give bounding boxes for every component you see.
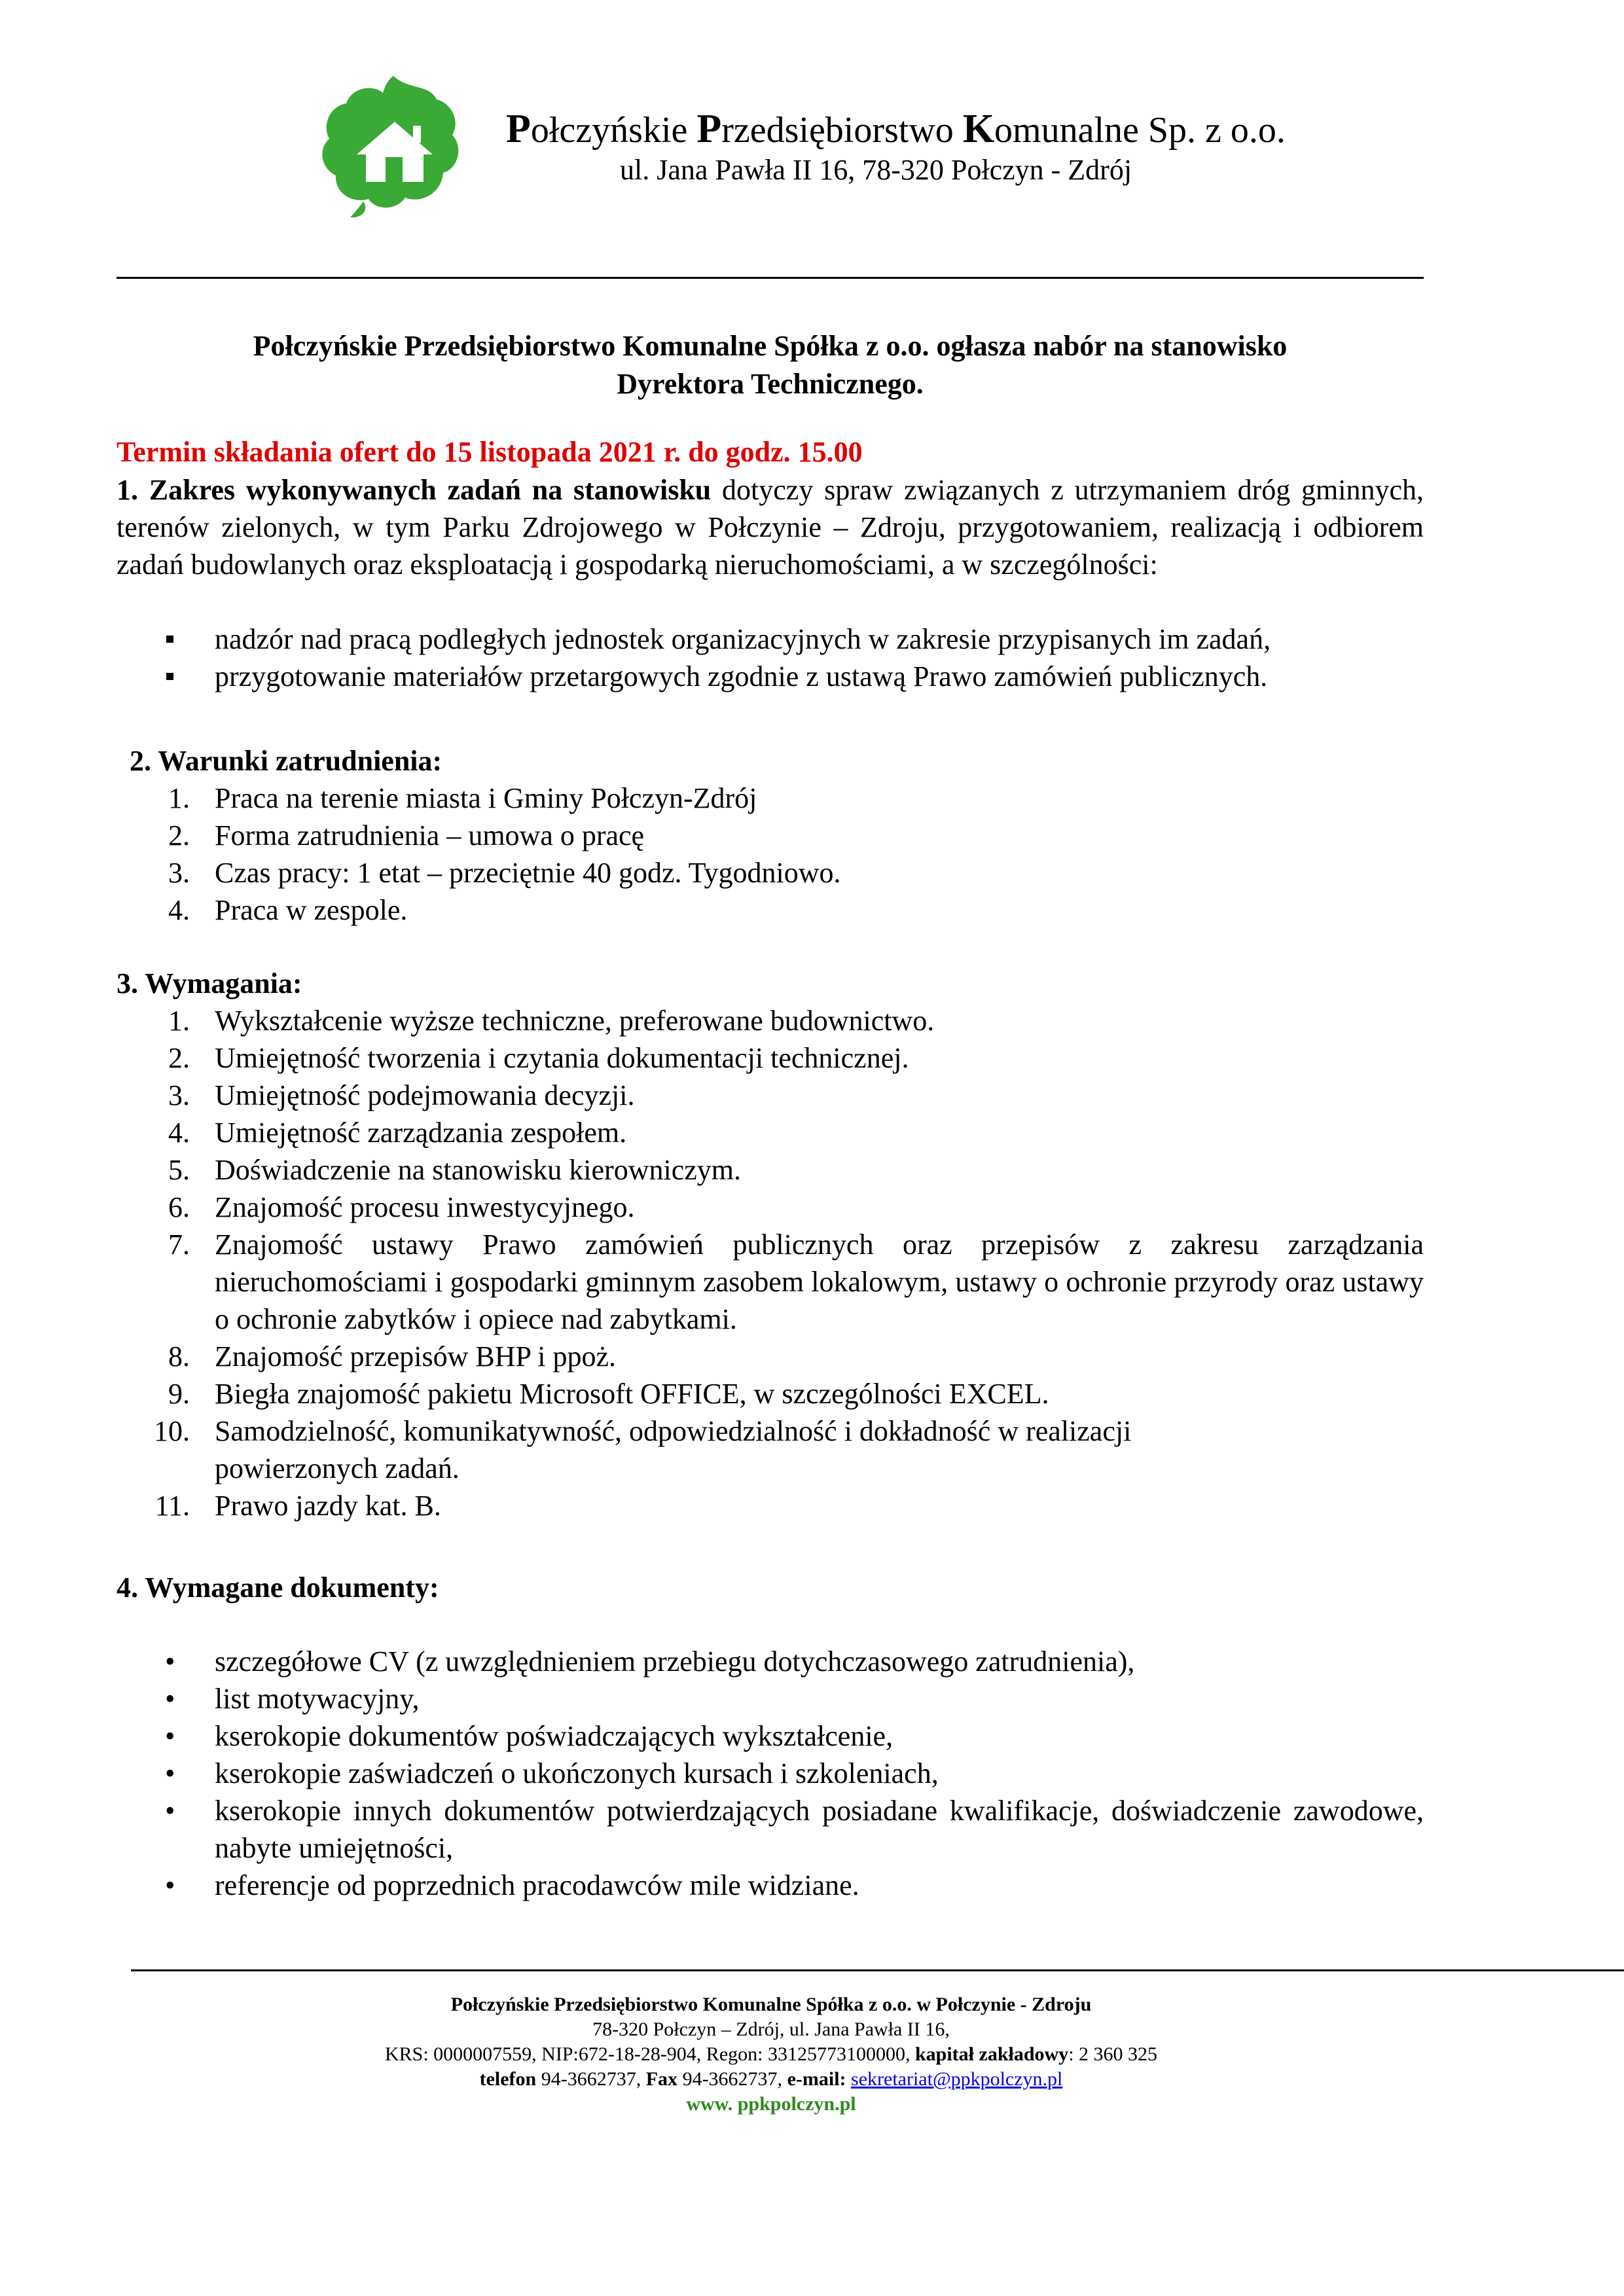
section-3-list: [117, 1002, 1424, 1524]
list-item: • kserokopie dokumentów poświadczających wykształcenie,: [165, 1717, 1424, 1755]
list-item: [117, 1151, 1424, 1189]
list-text: Umiejętność tworzenia i czytania dokumentacji technicznej.: [215, 1042, 909, 1074]
list-item: [117, 1375, 1424, 1412]
footer-website-link[interactable]: www. ppkpolczyn.pl: [686, 2093, 856, 2115]
list-item: • referencje od poprzednich pracodawców mile widziane.: [165, 1867, 1424, 1904]
footer-email-label: e-mail:: [787, 2068, 846, 2090]
footer-krs: KRS: 0000007559, NIP:672-18-28-904, Regon: 33125773100000,: [384, 2043, 915, 2065]
list-item: [117, 780, 1424, 817]
section-4-heading: 4. Wymagane dokumenty:: [117, 1571, 439, 1604]
list-text: Wykształcenie wyższe techniczne, preferowane budownictwo.: [215, 1005, 935, 1037]
list-number: 1.: [168, 1005, 190, 1037]
list-text: Prawo jazdy kat. B.: [215, 1490, 441, 1522]
list-item: [117, 1189, 1424, 1226]
company-name-initial: P: [506, 107, 531, 151]
list-number: 11.: [154, 1490, 190, 1522]
section-1-paragraph: [117, 471, 1424, 583]
footer-email-link[interactable]: sekretariat@ppkpolczyn.pl: [851, 2068, 1063, 2090]
list-item: [117, 817, 1424, 854]
footer-divider: [131, 1969, 1624, 1971]
section-2-heading: 2. Warunki zatrudnienia:: [130, 745, 442, 777]
company-address: ul. Jana Pawła II 16, 78-320 Połczyn - Zdrój: [620, 154, 1132, 186]
list-item: [117, 1487, 1424, 1524]
company-name: [506, 106, 1286, 153]
list-item: [117, 1226, 1424, 1338]
list-text: Biegła znajomość pakietu Microsoft OFFICE, w szczególności EXCEL.: [215, 1378, 1049, 1410]
company-logo: [317, 71, 469, 221]
section-3-heading: 3. Wymagania:: [117, 967, 302, 999]
list-item: nadzór nad pracą podległych jednostek organizacyjnych w zakresie przypisanych im zadań,: [165, 620, 1424, 658]
footer-capital-value: : 2 360 325: [1068, 2043, 1158, 2065]
list-item: przygotowanie materiałów przetargowych zgodnie z ustawą Prawo zamówień publicznych.: [165, 658, 1424, 695]
footer-phone-value: 94-3662737,: [536, 2068, 646, 2090]
list-number: 4.: [168, 1117, 190, 1149]
page-footer: [117, 1992, 1426, 2117]
list-item: [117, 1338, 1424, 1375]
header-divider: [117, 277, 1424, 279]
footer-address: 78-320 Połczyn – Zdrój, ul. Jana Pawła II 16,: [592, 2018, 950, 2040]
footer-fax-value: 94-3662737,: [677, 2068, 787, 2090]
list-text: Czas pracy: 1 etat – przeciętnie 40 godz. Tygodniowo.: [215, 857, 841, 889]
company-name-initial: K: [962, 107, 995, 151]
list-number: 4.: [168, 894, 190, 926]
list-item: • list motywacyjny,: [165, 1680, 1424, 1717]
section-4-bullet-list: [165, 1643, 1424, 1904]
title-line-1: Połczyńskie Przedsiębiorstwo Komunalne Spółka z o.o. ogłasza nabór na stanowisko: [253, 330, 1288, 362]
company-name-part: rzedsiębiorstwo: [721, 110, 963, 151]
list-number: 3.: [168, 857, 190, 889]
list-number: 7.: [168, 1229, 190, 1261]
list-text: Forma zatrudnienia – umowa o pracę: [215, 819, 645, 852]
section-2-list: [117, 780, 1424, 929]
footer-phone-label: telefon: [479, 2068, 537, 2090]
deadline-notice: Termin składania ofert do 15 listopada 2021 r. do godz. 15.00: [117, 436, 863, 468]
list-number: 2.: [168, 819, 190, 852]
list-number: 5.: [168, 1154, 190, 1186]
leaf-house-icon: [317, 71, 469, 221]
list-number: 6.: [168, 1191, 190, 1223]
title-line-2: Dyrektora Technicznego.: [617, 368, 924, 400]
list-number: 10.: [154, 1415, 190, 1447]
footer-capital-label: kapitał zakładowy: [914, 2043, 1069, 2065]
list-text: Umiejętność podejmowania decyzji.: [215, 1079, 635, 1111]
list-item: [117, 1002, 1424, 1039]
list-text: Praca w zespole.: [215, 894, 408, 926]
company-name-part: ołczyńskie: [530, 110, 697, 151]
list-text: Znajomość przepisów BHP i ppoż.: [215, 1340, 617, 1372]
list-item: • szczegółowe CV (z uwzględnieniem przebiegu dotychczasowego zatrudnienia),: [165, 1643, 1424, 1680]
footer-company-name: Połczyńskie Przedsiębiorstwo Komunalne Spółka z o.o. w Połczynie - Zdroju: [450, 1994, 1092, 2015]
list-number: 3.: [168, 1079, 190, 1111]
list-text: Doświadczenie na stanowisku kierowniczym.: [215, 1154, 741, 1186]
list-number: 2.: [168, 1042, 190, 1074]
list-item: • kserokopie innych dokumentów potwierdzających posiadane kwalifikacje, doświadczenie zawodowe, nabyte umiejętności,: [165, 1792, 1424, 1867]
list-number: 8.: [168, 1340, 190, 1372]
section-1-heading: 1. Zakres wykonywanych zadań na stanowisku: [117, 474, 712, 506]
footer-fax-label: Fax: [645, 2068, 678, 2090]
section-1-text: dotyczy spraw związanych z utrzymaniem dróg gminnych, terenów zielonych, w tym Parku Zdrojowego w Połczynie – Zdroju, przygotowaniem, realizacją i odbiorem zadań budowlanych oraz eksploatacją i gospodarką nieruchomościami, a w szczególności:: [117, 474, 1424, 581]
list-item: [117, 1412, 1424, 1487]
company-name-initial: P: [696, 107, 722, 151]
list-text: Umiejętność zarządzania zespołem.: [215, 1117, 627, 1149]
announcement-title: [117, 327, 1424, 403]
section-1-bullet-list: [165, 620, 1424, 695]
company-name-part: omunalne Sp. z o.o.: [994, 110, 1286, 151]
list-item: • kserokopie zaświadczeń o ukończonych kursach i szkoleniach,: [165, 1755, 1424, 1792]
list-text: Znajomość ustawy Prawo zamówień publicznych oraz przepisów z zakresu zarządzania nieruchomościami i gospodarki gminnym zasobem lokalowym, ustawy o ochronie przyrody oraz ustawy o ochronie zabytków i opiece nad zabytkami.: [215, 1229, 1424, 1335]
list-item: [117, 1114, 1424, 1151]
footer-contact: [117, 2067, 1426, 2092]
list-item: [117, 1039, 1424, 1077]
footer-registration: [117, 2042, 1426, 2067]
list-number: 9.: [168, 1378, 190, 1410]
list-item: [117, 891, 1424, 929]
list-text: Praca na terenie miasta i Gminy Połczyn-Zdrój: [215, 782, 757, 814]
list-item: [117, 1077, 1424, 1114]
list-item: [117, 854, 1424, 891]
list-text: Znajomość procesu inwestycyjnego.: [215, 1191, 635, 1223]
list-number: 1.: [168, 782, 190, 814]
list-text: Samodzielność, komunikatywność, odpowiedzialność i dokładność w realizacji powierzonych zadań.: [215, 1415, 1132, 1484]
